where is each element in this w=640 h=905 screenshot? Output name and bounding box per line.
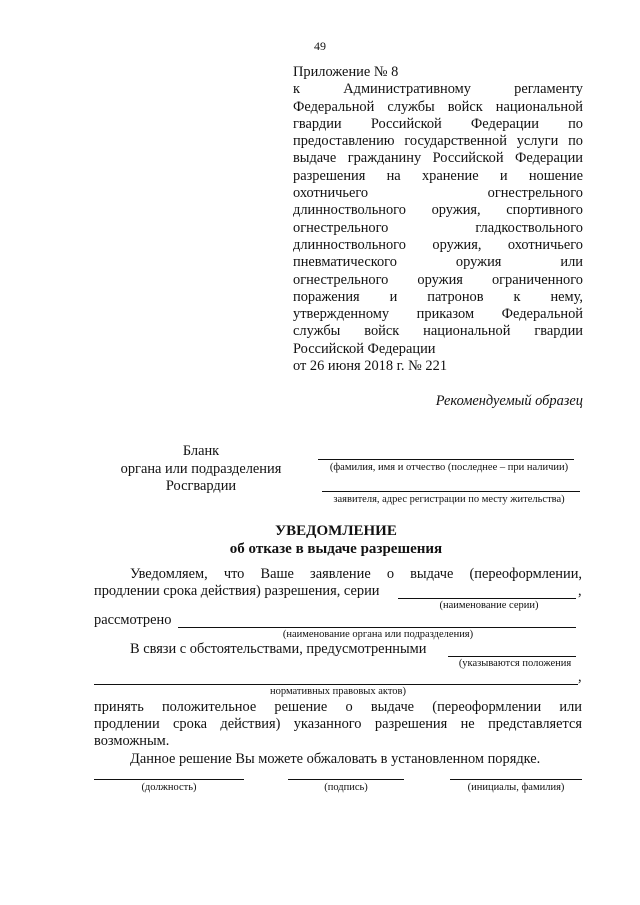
legal-acts-caption: нормативных правовых актов) — [270, 686, 406, 697]
organization-line — [178, 627, 576, 628]
series-caption: (наименование серии) — [439, 600, 539, 611]
title-main: УВЕДОМЛЕНИЕ — [275, 523, 397, 539]
blank-block — [108, 443, 294, 496]
appendix-line: поражения и патронов к нему, — [293, 288, 583, 305]
body-line: В связи с обстоятельствами, предусмотренными — [130, 641, 427, 657]
appendix-line: охотничьего огнестрельного — [293, 185, 583, 202]
title-sub: об отказе в выдаче разрешения — [229, 541, 443, 557]
blank-line: Бланк — [182, 443, 220, 459]
appendix-line: от 26 июня 2018 г. № 221 — [293, 358, 448, 375]
appendix-line: предоставлению государственной услуги по — [293, 133, 583, 150]
recommended-sample-label: Рекомендуемый образец — [435, 393, 583, 409]
body-line: продлении срока действия) указанного разрешения не представляется — [94, 716, 582, 732]
organization-caption: (наименование органа или подразделения) — [282, 629, 474, 640]
name-line — [450, 779, 582, 780]
legal-provisions-caption: (указываются положения — [458, 658, 572, 669]
signature-line — [288, 779, 404, 780]
position-line — [94, 779, 244, 780]
appendix-line: службы войск национальной гвардии — [293, 323, 583, 340]
position-caption: (должность) — [141, 782, 197, 793]
appendix-line: Приложение № 8 — [293, 64, 399, 80]
appendix-line: огнестрельного оружия ограниченного — [293, 271, 583, 288]
applicant-address-caption: заявителя, адрес регистрации по месту жительства) — [333, 494, 565, 505]
comma: , — [578, 583, 582, 599]
appendix-line: Федеральной службы войск национальной — [293, 98, 583, 115]
body-line: Уведомляем, что Ваше заявление о выдаче (переоформлении, — [130, 566, 582, 582]
legal-provisions-line — [448, 656, 576, 657]
blank-line: органа или подразделения — [120, 460, 282, 477]
document-title — [0, 522, 640, 558]
appendix-line: выдаче гражданину Российской Федерации — [293, 150, 583, 167]
appendix-line: разрешения на хранение и ношение — [293, 167, 583, 184]
name-caption: (инициалы, фамилия) — [467, 782, 565, 793]
body-line: Данное решение Вы можете обжаловать в установленном порядке. — [130, 751, 541, 767]
appendix-block — [293, 64, 583, 375]
appendix-line: Российской Федерации — [293, 340, 436, 357]
body-line: принять положительное решение о выдаче (переоформлении или — [94, 699, 582, 715]
body-line: продлении срока действия) разрешения, серии — [94, 583, 380, 599]
signature-caption: (подпись) — [324, 782, 368, 793]
appendix-line: к Административному регламенту — [293, 81, 583, 98]
series-line — [398, 598, 576, 599]
appendix-line: огнестрельного гладкоствольного — [293, 219, 583, 236]
applicant-name-line — [318, 459, 574, 460]
appendix-line: утвержденному приказом Федеральной — [293, 306, 583, 323]
comma: , — [578, 669, 582, 685]
legal-acts-line — [94, 684, 578, 685]
blank-line: Росгвардии — [165, 478, 237, 494]
appendix-line: длинноствольного оружия, спортивного — [293, 202, 583, 219]
body-line: возможным. — [94, 733, 170, 749]
appendix-line: гвардии Российской Федерации по — [293, 115, 583, 132]
body-line: рассмотрено — [94, 612, 172, 628]
applicant-address-line — [322, 491, 580, 492]
applicant-name-caption: (фамилия, имя и отчество (последнее – при наличии) — [329, 462, 569, 473]
appendix-line: длинноствольного оружия, охотничьего — [293, 236, 583, 253]
page-number: 49 — [314, 39, 326, 53]
appendix-line: пневматического оружия или — [293, 254, 583, 271]
